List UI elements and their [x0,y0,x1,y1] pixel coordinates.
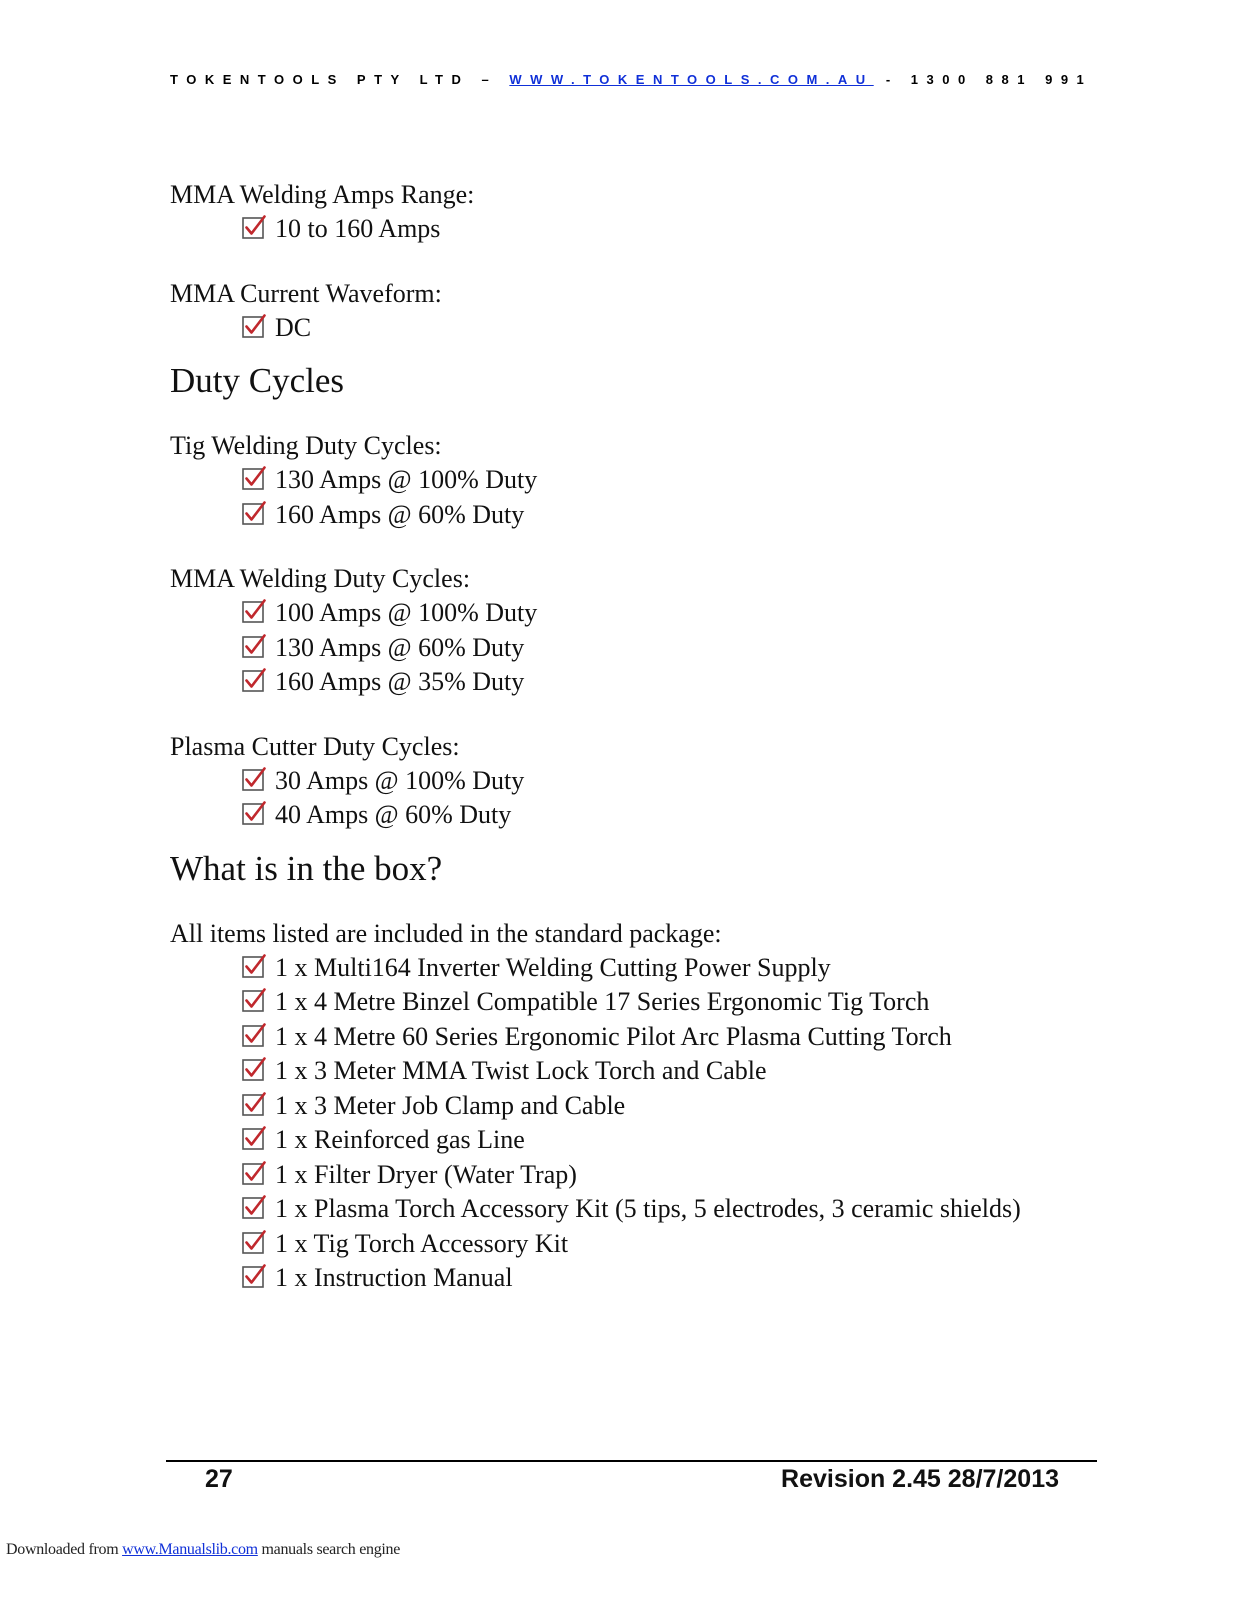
plasma-duty-list [170,764,1170,833]
checklist-item [242,1227,1170,1262]
checklist-item [242,665,1170,700]
checked-checkbox-icon [242,214,266,238]
checked-checkbox-icon [242,313,266,337]
checklist-item [242,498,1170,533]
checklist-item-text: 1 x 4 Metre Binzel Compatible 17 Series Ergonomic Tig Torch [275,987,930,1016]
checklist-item [242,764,1170,799]
checklist-item [242,985,1170,1020]
checked-checkbox-icon [242,1056,266,1080]
checked-checkbox-icon [242,598,266,622]
box-contents-list [170,951,1170,1296]
checklist-item-text: 160 Amps @ 35% Duty [275,667,525,696]
checklist-item [242,1158,1170,1193]
duty-cycles-heading: Duty Cycles [170,361,345,400]
checklist-item-text: 1 x 3 Meter Job Clamp and Cable [275,1090,626,1120]
phone-number: 1300 881 991 [910,72,1093,87]
website-link[interactable]: WWW.TOKENTOOLS.COM.AU [509,72,874,87]
watermark-suffix: manuals search engine [257,1541,401,1558]
checklist-item-text: 1 x Tig Torch Accessory Kit [275,1228,569,1258]
mma-waveform-list [170,311,1170,346]
mma-duty-label: MMA Welding Duty Cycles: [170,564,471,593]
tig-duty-list [170,463,1170,532]
checklist-item [242,1123,1170,1158]
checklist-item [242,311,1170,346]
checklist-item [242,631,1170,666]
checklist-item-text: 1 x Instruction Manual [275,1263,513,1292]
mma-amps-list [170,212,1170,247]
checked-checkbox-icon [242,1160,266,1184]
checklist-item [242,596,1170,631]
checked-checkbox-icon [242,1229,266,1253]
checked-checkbox-icon [242,1194,266,1218]
tig-duty-label: Tig Welding Duty Cycles: [170,431,442,460]
company-name: TOKENTOOLS PTY LTD [170,72,470,87]
footer-rule [166,1460,1097,1462]
checked-checkbox-icon [242,766,266,790]
checked-checkbox-icon [242,800,266,824]
checked-checkbox-icon [242,667,266,691]
checklist-item-text: 130 Amps @ 100% Duty [275,465,538,494]
checked-checkbox-icon [242,1091,266,1115]
revision-label: Revision 2.45 28/7/2013 [781,1465,1059,1493]
checked-checkbox-icon [242,500,266,524]
checklist-item-text: DC [275,312,312,342]
checklist-item-text: 10 to 160 Amps [275,214,441,243]
checked-checkbox-icon [242,465,266,489]
checklist-item-text: 130 Amps @ 60% Duty [275,632,525,662]
checked-checkbox-icon [242,1022,266,1046]
checklist-item [242,212,1170,247]
watermark-prefix: Downloaded from [6,1541,123,1558]
checklist-item-text: 40 Amps @ 60% Duty [275,800,512,829]
page-header [170,72,1093,87]
header-separator: - [873,72,911,87]
header-separator: – [469,72,510,87]
checklist-item [242,1089,1170,1124]
checklist-item-text: 1 x Multi164 Inverter Welding Cutting Power Supply [275,952,831,982]
mma-amps-label: MMA Welding Amps Range: [170,180,475,209]
checklist-item [242,1192,1170,1227]
checklist-item-text: 160 Amps @ 60% Duty [275,499,525,529]
checklist-item [242,1054,1170,1089]
box-intro: All items listed are included in the standard package: [170,918,722,948]
checklist-item-text: 1 x Plasma Torch Accessory Kit (5 tips, 5 electrodes, 3 ceramic shields) [275,1194,1021,1223]
checklist-item-text: 1 x Reinforced gas Line [275,1125,525,1154]
checked-checkbox-icon [242,633,266,657]
checklist-item [242,463,1170,498]
page-number: 27 [205,1465,233,1493]
mma-waveform-label: MMA Current Waveform: [170,278,442,308]
checklist-item [242,951,1170,986]
checklist-item-text: 1 x 3 Meter MMA Twist Lock Torch and Cable [275,1056,767,1085]
manualslib-link[interactable]: www.Manualslib.com [122,1541,258,1558]
checklist-item-text: 30 Amps @ 100% Duty [275,765,525,795]
checked-checkbox-icon [242,1263,266,1287]
download-watermark [6,1541,400,1559]
box-contents-heading: What is in the box? [170,848,443,888]
checked-checkbox-icon [242,987,266,1011]
checked-checkbox-icon [242,953,266,977]
checked-checkbox-icon [242,1125,266,1149]
checklist-item-text: 1 x 4 Metre 60 Series Ergonomic Pilot Arc Plasma Cutting Torch [275,1021,952,1051]
mma-duty-list [170,596,1170,700]
checklist-item-text: 1 x Filter Dryer (Water Trap) [275,1159,577,1189]
plasma-duty-label: Plasma Cutter Duty Cycles: [170,731,460,761]
checklist-item [242,1261,1170,1296]
checklist-item [242,1020,1170,1055]
checklist-item [242,798,1170,833]
checklist-item-text: 100 Amps @ 100% Duty [275,598,538,627]
page-content [170,178,1170,1296]
